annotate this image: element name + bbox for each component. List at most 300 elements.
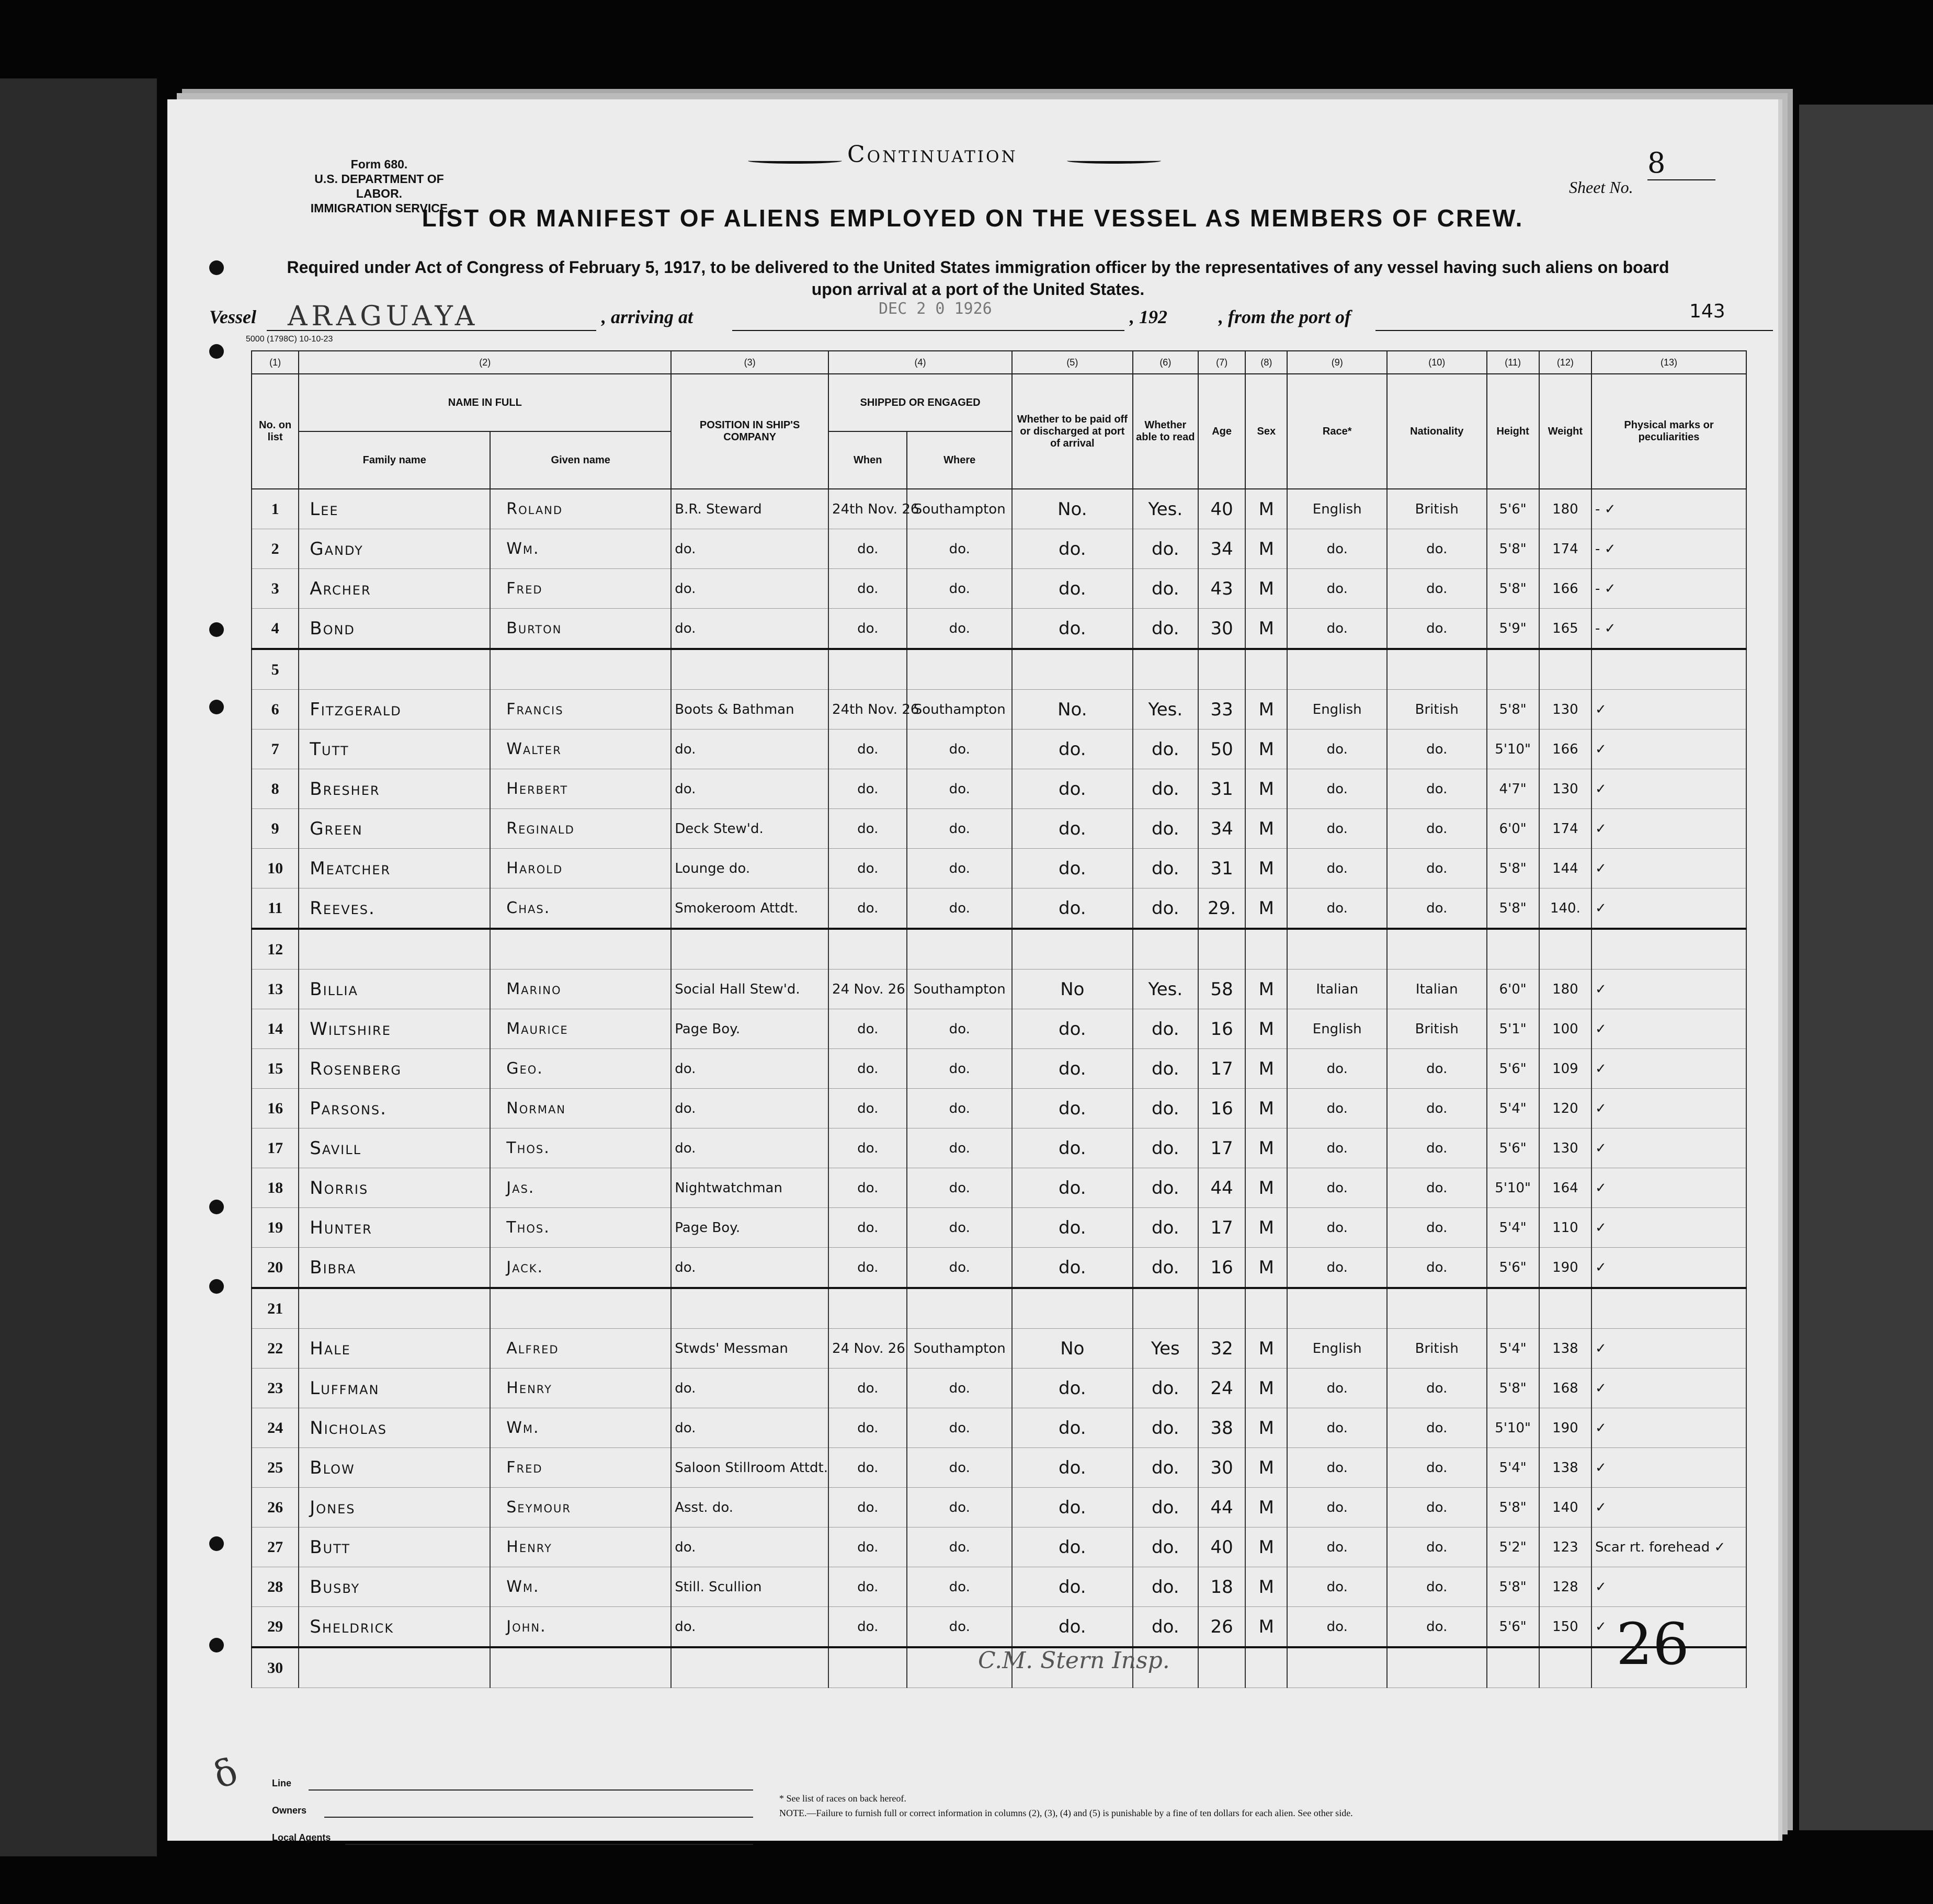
physical-marks-cell: ✓ (1591, 1168, 1746, 1208)
height-cell: 5'6" (1487, 1607, 1539, 1648)
physical-marks-cell: ✓ (1591, 1369, 1746, 1408)
height-cell: 5'10" (1487, 1168, 1539, 1208)
height-cell: 6'0" (1487, 970, 1539, 1009)
position-cell: do. (671, 769, 828, 809)
given-name-cell: Henry (490, 1527, 671, 1567)
able-to-read-cell: do. (1133, 1168, 1198, 1208)
row-number-cell: 24 (252, 1408, 299, 1448)
age-cell: 24 (1198, 1369, 1245, 1408)
weight-cell: 174 (1539, 809, 1591, 849)
row-number-cell: 9 (252, 809, 299, 849)
able-to-read-cell: do. (1133, 729, 1198, 769)
col-number: (6) (1133, 351, 1198, 374)
weight-cell: 166 (1539, 729, 1591, 769)
family-name-cell: Butt (299, 1527, 490, 1567)
race-cell: do. (1287, 1408, 1387, 1448)
height-cell (1487, 1288, 1539, 1329)
age-cell (1198, 1288, 1245, 1329)
sex-cell: M (1245, 1049, 1287, 1089)
sex-cell: M (1245, 729, 1287, 769)
age-cell (1198, 1647, 1245, 1688)
race-cell: do. (1287, 1049, 1387, 1089)
department-name: U.S. DEPARTMENT OF LABOR. (314, 172, 444, 200)
nationality-cell: do. (1387, 1448, 1487, 1488)
total-count: 26 (1616, 1611, 1689, 1678)
family-name-cell (299, 1647, 490, 1688)
nationality-cell: Italian (1387, 970, 1487, 1009)
header-name-in-full: NAME IN FULL (299, 374, 671, 431)
given-name-cell: Geo. (490, 1049, 671, 1089)
table-row (252, 849, 1746, 888)
shipped-when-cell: do. (828, 1369, 907, 1408)
paid-off-cell: do. (1012, 1408, 1133, 1448)
physical-marks-cell: ✓ (1591, 1408, 1746, 1448)
shipped-when-cell: do. (828, 1128, 907, 1168)
sex-cell: M (1245, 1168, 1287, 1208)
sex-cell: M (1245, 690, 1287, 729)
physical-marks-cell: ✓ (1591, 1488, 1746, 1527)
paid-off-cell: do. (1012, 888, 1133, 929)
able-to-read-cell: do. (1133, 849, 1198, 888)
nationality-cell: do. (1387, 809, 1487, 849)
row-number-cell: 23 (252, 1369, 299, 1408)
table-row (252, 769, 1746, 809)
family-name-cell: Hale (299, 1329, 490, 1369)
shipped-where-cell: do. (907, 1128, 1012, 1168)
age-cell: 38 (1198, 1408, 1245, 1448)
nationality-cell: British (1387, 690, 1487, 729)
header-weight: Weight (1539, 374, 1591, 489)
age-cell (1198, 649, 1245, 690)
shipped-when-cell: do. (828, 769, 907, 809)
nationality-cell: do. (1387, 1567, 1487, 1607)
header-physical-marks: Physical marks or peculiarities (1591, 374, 1746, 489)
able-to-read-cell: Yes. (1133, 690, 1198, 729)
nationality-cell: British (1387, 489, 1487, 529)
age-cell: 16 (1198, 1089, 1245, 1128)
punch-hole (209, 260, 224, 275)
position-cell: do. (671, 609, 828, 649)
height-cell: 5'8" (1487, 1488, 1539, 1527)
height-cell (1487, 1647, 1539, 1688)
shipped-when-cell: do. (828, 609, 907, 649)
race-cell (1287, 1288, 1387, 1329)
able-to-read-cell: do. (1133, 1408, 1198, 1448)
paid-off-cell: do. (1012, 529, 1133, 569)
row-number-cell: 18 (252, 1168, 299, 1208)
crew-manifest-table (251, 350, 1747, 1688)
sex-cell: M (1245, 1488, 1287, 1527)
height-cell: 5'8" (1487, 690, 1539, 729)
family-name-cell: Rosenberg (299, 1049, 490, 1089)
position-cell: do. (671, 1527, 828, 1567)
paid-off-cell: do. (1012, 1488, 1133, 1527)
given-name-cell: Fred (490, 1448, 671, 1488)
sex-cell (1245, 929, 1287, 970)
col-number: (8) (1245, 351, 1287, 374)
height-cell (1487, 649, 1539, 690)
age-cell: 43 (1198, 569, 1245, 609)
height-cell: 5'10" (1487, 729, 1539, 769)
weight-cell: 164 (1539, 1168, 1591, 1208)
nationality-cell: do. (1387, 1128, 1487, 1168)
able-to-read-cell: do. (1133, 529, 1198, 569)
sex-cell: M (1245, 1208, 1287, 1248)
nationality-cell: do. (1387, 888, 1487, 929)
given-name-cell: Maurice (490, 1009, 671, 1049)
physical-marks-cell: ✓ (1591, 849, 1746, 888)
row-number-cell: 20 (252, 1248, 299, 1289)
punch-hole (209, 700, 224, 714)
shipped-where-cell: do. (907, 888, 1012, 929)
family-name-cell: Lee (299, 489, 490, 529)
shipped-where-cell: do. (907, 769, 1012, 809)
family-name-cell: Fitzgerald (299, 690, 490, 729)
vessel-name: ARAGUAYA (288, 301, 479, 332)
shipped-where-cell: do. (907, 1009, 1012, 1049)
given-name-cell: Seymour (490, 1488, 671, 1527)
table-row (252, 929, 1746, 970)
table-row (252, 1527, 1746, 1567)
family-name-cell: Sheldrick (299, 1607, 490, 1648)
given-name-cell: Francis (490, 690, 671, 729)
shipped-when-cell (828, 649, 907, 690)
table-row (252, 1049, 1746, 1089)
physical-marks-cell: ✓ (1591, 1448, 1746, 1488)
given-name-cell: Thos. (490, 1128, 671, 1168)
paid-off-cell (1012, 929, 1133, 970)
sex-cell: M (1245, 849, 1287, 888)
paid-off-cell: No (1012, 1329, 1133, 1369)
sex-cell (1245, 1647, 1287, 1688)
row-number-cell: 1 (252, 489, 299, 529)
punch-hole (209, 1200, 224, 1214)
corner-mark: δ (208, 1749, 243, 1797)
header-shipped-engaged: SHIPPED OR ENGAGED (828, 374, 1012, 431)
age-cell: 33 (1198, 690, 1245, 729)
position-cell: Page Boy. (671, 1009, 828, 1049)
age-cell: 34 (1198, 809, 1245, 849)
paid-off-cell: do. (1012, 1567, 1133, 1607)
given-name-cell: Marino (490, 970, 671, 1009)
nationality-cell: do. (1387, 849, 1487, 888)
table-row (252, 1369, 1746, 1408)
nationality-cell: do. (1387, 529, 1487, 569)
height-cell: 5'8" (1487, 1369, 1539, 1408)
race-cell: do. (1287, 1369, 1387, 1408)
paid-off-cell: do. (1012, 1369, 1133, 1408)
shipped-when-cell: do. (828, 1009, 907, 1049)
col-number: (7) (1198, 351, 1245, 374)
position-cell: Still. Scullion (671, 1567, 828, 1607)
race-cell: do. (1287, 1089, 1387, 1128)
physical-marks-cell: ✓ (1591, 1208, 1746, 1248)
age-cell: 50 (1198, 729, 1245, 769)
weight-cell: 180 (1539, 489, 1591, 529)
shipped-when-cell: 24th Nov. 26 (828, 489, 907, 529)
row-number-cell: 12 (252, 929, 299, 970)
able-to-read-cell: do. (1133, 1448, 1198, 1488)
sex-cell: M (1245, 970, 1287, 1009)
col-number: (3) (671, 351, 828, 374)
form-number: Form 680. (350, 157, 408, 171)
service-name: IMMIGRATION SERVICE (310, 201, 448, 215)
table-row (252, 809, 1746, 849)
punch-hole (209, 344, 224, 359)
family-name-cell: Savill (299, 1128, 490, 1168)
shipped-where-cell: do. (907, 1049, 1012, 1089)
sex-cell (1245, 1288, 1287, 1329)
race-cell (1287, 1647, 1387, 1688)
weight-cell: 190 (1539, 1408, 1591, 1448)
header-given-name: Given name (490, 431, 671, 489)
able-to-read-cell (1133, 649, 1198, 690)
adjacent-page-left (0, 78, 157, 1856)
height-cell: 5'6" (1487, 1128, 1539, 1168)
row-number-cell: 6 (252, 690, 299, 729)
paid-off-cell (1012, 1288, 1133, 1329)
nationality-cell: do. (1387, 729, 1487, 769)
punch-hole (209, 1536, 224, 1551)
sex-cell: M (1245, 1009, 1287, 1049)
shipped-when-cell: do. (828, 809, 907, 849)
physical-marks-cell: Scar rt. forehead ✓ (1591, 1527, 1746, 1567)
shipped-where-cell: do. (907, 609, 1012, 649)
age-cell: 34 (1198, 529, 1245, 569)
nationality-cell: do. (1387, 769, 1487, 809)
flourish-right (1067, 158, 1161, 164)
row-number-cell: 16 (252, 1089, 299, 1128)
height-cell: 5'4" (1487, 1329, 1539, 1369)
continuation-heading: Continuation (847, 141, 1018, 168)
paid-off-cell: do. (1012, 769, 1133, 809)
sex-cell: M (1245, 769, 1287, 809)
nationality-cell: do. (1387, 609, 1487, 649)
physical-marks-cell: - ✓ (1591, 569, 1746, 609)
table-row (252, 729, 1746, 769)
position-cell (671, 1647, 828, 1688)
shipped-when-cell (828, 929, 907, 970)
shipped-when-cell: do. (828, 1168, 907, 1208)
family-name-cell (299, 649, 490, 690)
sex-cell: M (1245, 1369, 1287, 1408)
flourish-left (748, 158, 842, 164)
vessel-label: Vessel (209, 306, 256, 327)
position-cell: do. (671, 1248, 828, 1289)
race-cell: do. (1287, 569, 1387, 609)
weight-cell: 140. (1539, 888, 1591, 929)
race-cell: do. (1287, 1448, 1387, 1488)
able-to-read-cell: do. (1133, 809, 1198, 849)
weight-cell: 144 (1539, 849, 1591, 888)
shipped-when-cell (828, 1647, 907, 1688)
nationality-cell: do. (1387, 1369, 1487, 1408)
paid-off-cell: do. (1012, 809, 1133, 849)
physical-marks-cell: ✓ (1591, 769, 1746, 809)
table-row (252, 888, 1746, 929)
given-name-cell: Burton (490, 609, 671, 649)
given-name-cell: Herbert (490, 769, 671, 809)
row-number-cell: 5 (252, 649, 299, 690)
position-cell (671, 649, 828, 690)
shipped-when-cell (828, 1288, 907, 1329)
able-to-read-cell: do. (1133, 888, 1198, 929)
age-cell: 18 (1198, 1567, 1245, 1607)
able-to-read-cell: do. (1133, 1369, 1198, 1408)
paid-off-cell: do. (1012, 1089, 1133, 1128)
position-cell: B.R. Steward (671, 489, 828, 529)
family-name-cell: Green (299, 809, 490, 849)
family-name-cell: Reeves. (299, 888, 490, 929)
given-name-cell: Jack. (490, 1248, 671, 1289)
height-cell: 5'2" (1487, 1527, 1539, 1567)
row-number-cell: 8 (252, 769, 299, 809)
race-cell (1287, 929, 1387, 970)
punch-hole (209, 1638, 224, 1652)
height-cell: 5'4" (1487, 1448, 1539, 1488)
inspector-signature: C.M. Stern Insp. (978, 1647, 1170, 1674)
arrival-date-stamp: DEC 2 0 1926 (879, 300, 992, 318)
age-cell: 26 (1198, 1607, 1245, 1648)
able-to-read-cell (1133, 1288, 1198, 1329)
weight-cell: 130 (1539, 769, 1591, 809)
race-note: * See list of races on back hereof. (779, 1793, 906, 1804)
age-cell (1198, 929, 1245, 970)
given-name-cell: Wm. (490, 529, 671, 569)
nationality-cell: do. (1387, 1168, 1487, 1208)
col-number: (2) (299, 351, 671, 374)
row-number-cell: 15 (252, 1049, 299, 1089)
header-when: When (828, 431, 907, 489)
sex-cell: M (1245, 1607, 1287, 1648)
shipped-when-cell: do. (828, 1408, 907, 1448)
form-code: 5000 (1798C) 10-10-23 (246, 335, 333, 344)
header-position: POSITION IN SHIP'S COMPANY (671, 374, 828, 489)
weight-cell: 120 (1539, 1089, 1591, 1128)
age-cell: 58 (1198, 970, 1245, 1009)
header-race: Race* (1287, 374, 1387, 489)
table-row (252, 970, 1746, 1009)
shipped-when-cell: do. (828, 1567, 907, 1607)
race-cell: do. (1287, 1208, 1387, 1248)
height-cell: 5'8" (1487, 1567, 1539, 1607)
physical-marks-cell: - ✓ (1591, 489, 1746, 529)
weight-cell: 123 (1539, 1527, 1591, 1567)
nationality-cell (1387, 929, 1487, 970)
position-cell: Deck Stew'd. (671, 809, 828, 849)
family-name-cell: Busby (299, 1567, 490, 1607)
height-cell: 5'8" (1487, 569, 1539, 609)
paid-off-cell: do. (1012, 1448, 1133, 1488)
sex-cell: M (1245, 1128, 1287, 1168)
given-name-cell: Alfred (490, 1329, 671, 1369)
manifest-rows (252, 489, 1746, 1688)
able-to-read-cell: do. (1133, 1009, 1198, 1049)
arriving-label: , arriving at (601, 306, 693, 327)
table-row (252, 1329, 1746, 1369)
col-number: (10) (1387, 351, 1487, 374)
shipped-when-cell: do. (828, 888, 907, 929)
shipped-when-cell: do. (828, 1248, 907, 1289)
paid-off-cell: do. (1012, 1607, 1133, 1648)
weight-cell: 138 (1539, 1329, 1591, 1369)
row-number-cell: 13 (252, 970, 299, 1009)
shipped-where-cell: do. (907, 1567, 1012, 1607)
nationality-cell: do. (1387, 1049, 1487, 1089)
race-cell: do. (1287, 1488, 1387, 1527)
height-cell: 5'10" (1487, 1408, 1539, 1448)
col-number: (4) (828, 351, 1012, 374)
age-cell: 17 (1198, 1049, 1245, 1089)
height-cell: 5'6" (1487, 489, 1539, 529)
age-cell: 40 (1198, 489, 1245, 529)
family-name-cell: Tutt (299, 729, 490, 769)
sex-cell: M (1245, 609, 1287, 649)
footer-line-label: Line (272, 1778, 292, 1788)
position-cell: do. (671, 1607, 828, 1648)
able-to-read-cell: do. (1133, 1208, 1198, 1248)
nationality-cell: do. (1387, 1527, 1487, 1567)
family-name-cell: Bibra (299, 1248, 490, 1289)
shipped-when-cell: do. (828, 569, 907, 609)
paid-off-cell: No (1012, 970, 1133, 1009)
family-name-cell: Blow (299, 1448, 490, 1488)
position-cell: do. (671, 1128, 828, 1168)
able-to-read-cell: Yes. (1133, 970, 1198, 1009)
shipped-where-cell: do. (907, 1448, 1012, 1488)
age-cell: 16 (1198, 1009, 1245, 1049)
weight-cell: 180 (1539, 970, 1591, 1009)
family-name-cell: Wiltshire (299, 1009, 490, 1049)
family-name-cell: Nicholas (299, 1408, 490, 1448)
header-nationality: Nationality (1387, 374, 1487, 489)
shipped-when-cell: do. (828, 1049, 907, 1089)
family-name-cell: Bresher (299, 769, 490, 809)
year-label: , 192 (1130, 306, 1167, 327)
sex-cell: M (1245, 1567, 1287, 1607)
shipped-where-cell: do. (907, 809, 1012, 849)
shipped-where-cell: do. (907, 1248, 1012, 1289)
col-number: (9) (1287, 351, 1387, 374)
position-cell: Smokeroom Attdt. (671, 888, 828, 929)
sheet-number: 8 (1647, 146, 1715, 180)
given-name-cell (490, 649, 671, 690)
shipped-when-cell: 24 Nov. 26 (828, 970, 907, 1009)
physical-marks-cell: - ✓ (1591, 529, 1746, 569)
age-cell: 31 (1198, 769, 1245, 809)
height-cell: 5'6" (1487, 1049, 1539, 1089)
physical-marks-cell: ✓ (1591, 1009, 1746, 1049)
position-cell: Boots & Bathman (671, 690, 828, 729)
weight-cell: 109 (1539, 1049, 1591, 1089)
height-cell: 5'4" (1487, 1089, 1539, 1128)
header-paid-off: Whether to be paid off or discharged at port of arrival (1012, 374, 1133, 489)
sheet-number-label: Sheet No. (1569, 178, 1633, 197)
punch-hole (209, 622, 224, 637)
from-port-label: , from the port of (1219, 306, 1351, 327)
weight-cell: 128 (1539, 1567, 1591, 1607)
paid-off-cell: do. (1012, 1049, 1133, 1089)
shipped-where-cell: Southampton (907, 1329, 1012, 1369)
paid-off-cell: do. (1012, 849, 1133, 888)
family-name-cell: Bond (299, 609, 490, 649)
nationality-cell: do. (1387, 569, 1487, 609)
physical-marks-cell: ✓ (1591, 690, 1746, 729)
height-cell: 5'1" (1487, 1009, 1539, 1049)
family-name-cell: Jones (299, 1488, 490, 1527)
row-number-cell: 29 (252, 1607, 299, 1648)
paid-off-cell: do. (1012, 1168, 1133, 1208)
